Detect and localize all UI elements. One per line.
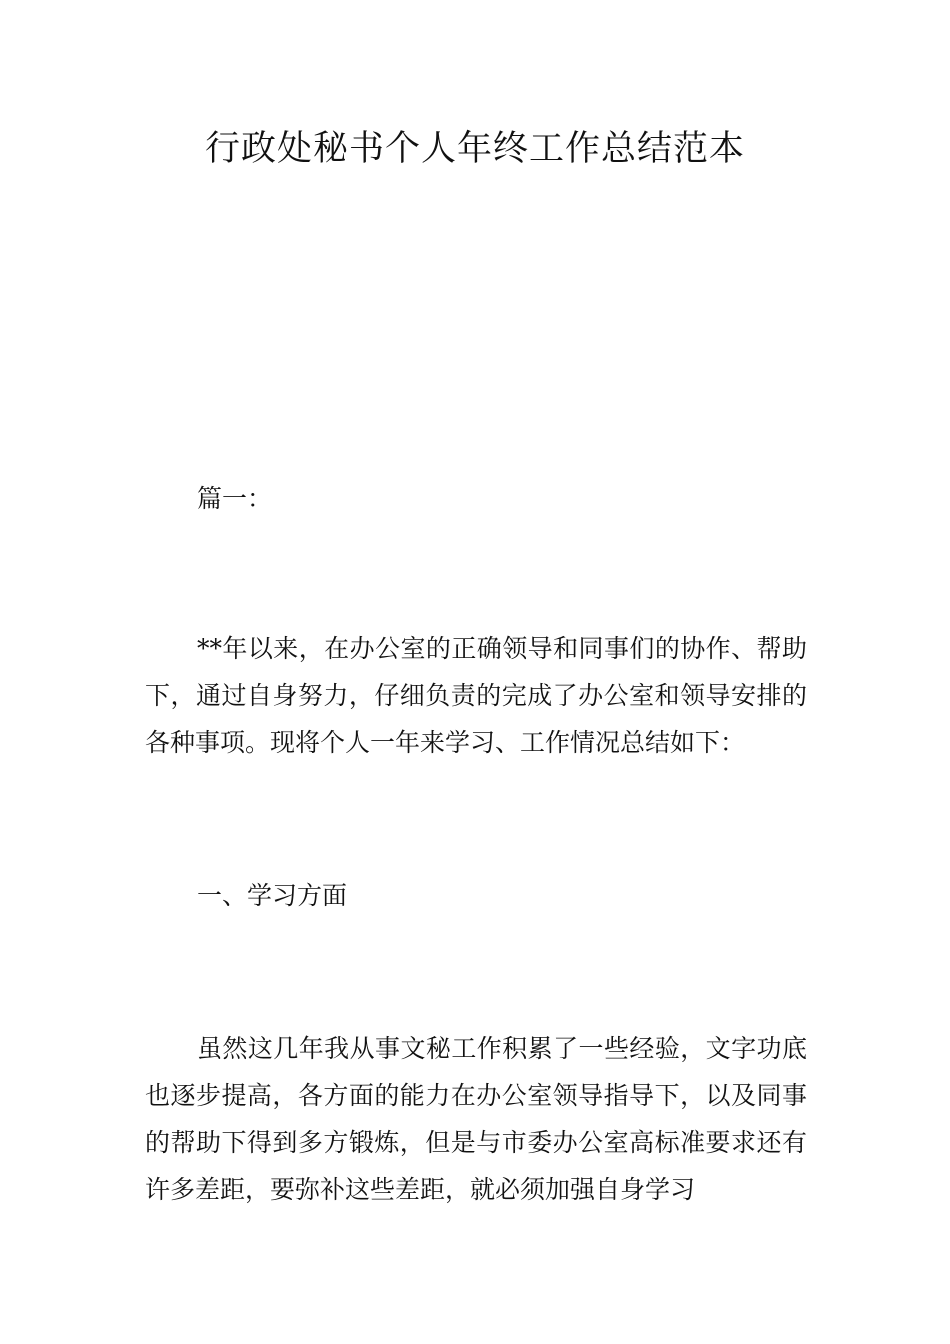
section-label: 篇一： [197,484,273,513]
document-title: 行政处秘书个人年终工作总结范本 [204,129,745,169]
heading-study: 一、学习方面 [197,881,348,910]
study-paragraph: 虽然这几年我从事文秘工作积累了一些经验，文字功底也逐步提高，各方面的能力在办公室领导指导下，以及同事的帮助下得到多方锻炼，但是与市委办公室高标准要求还有许多差距，要弥补这些差距，就必须加强自身学习 [145,1034,807,1204]
intro-paragraph: **年以来，在办公室的正确领导和同事们的协作、帮助下，通过自身努力，仔细负责的完成了办公室和领导安排的各种事项。现将个人一年来学习、工作情况总结如下： [145,634,807,757]
